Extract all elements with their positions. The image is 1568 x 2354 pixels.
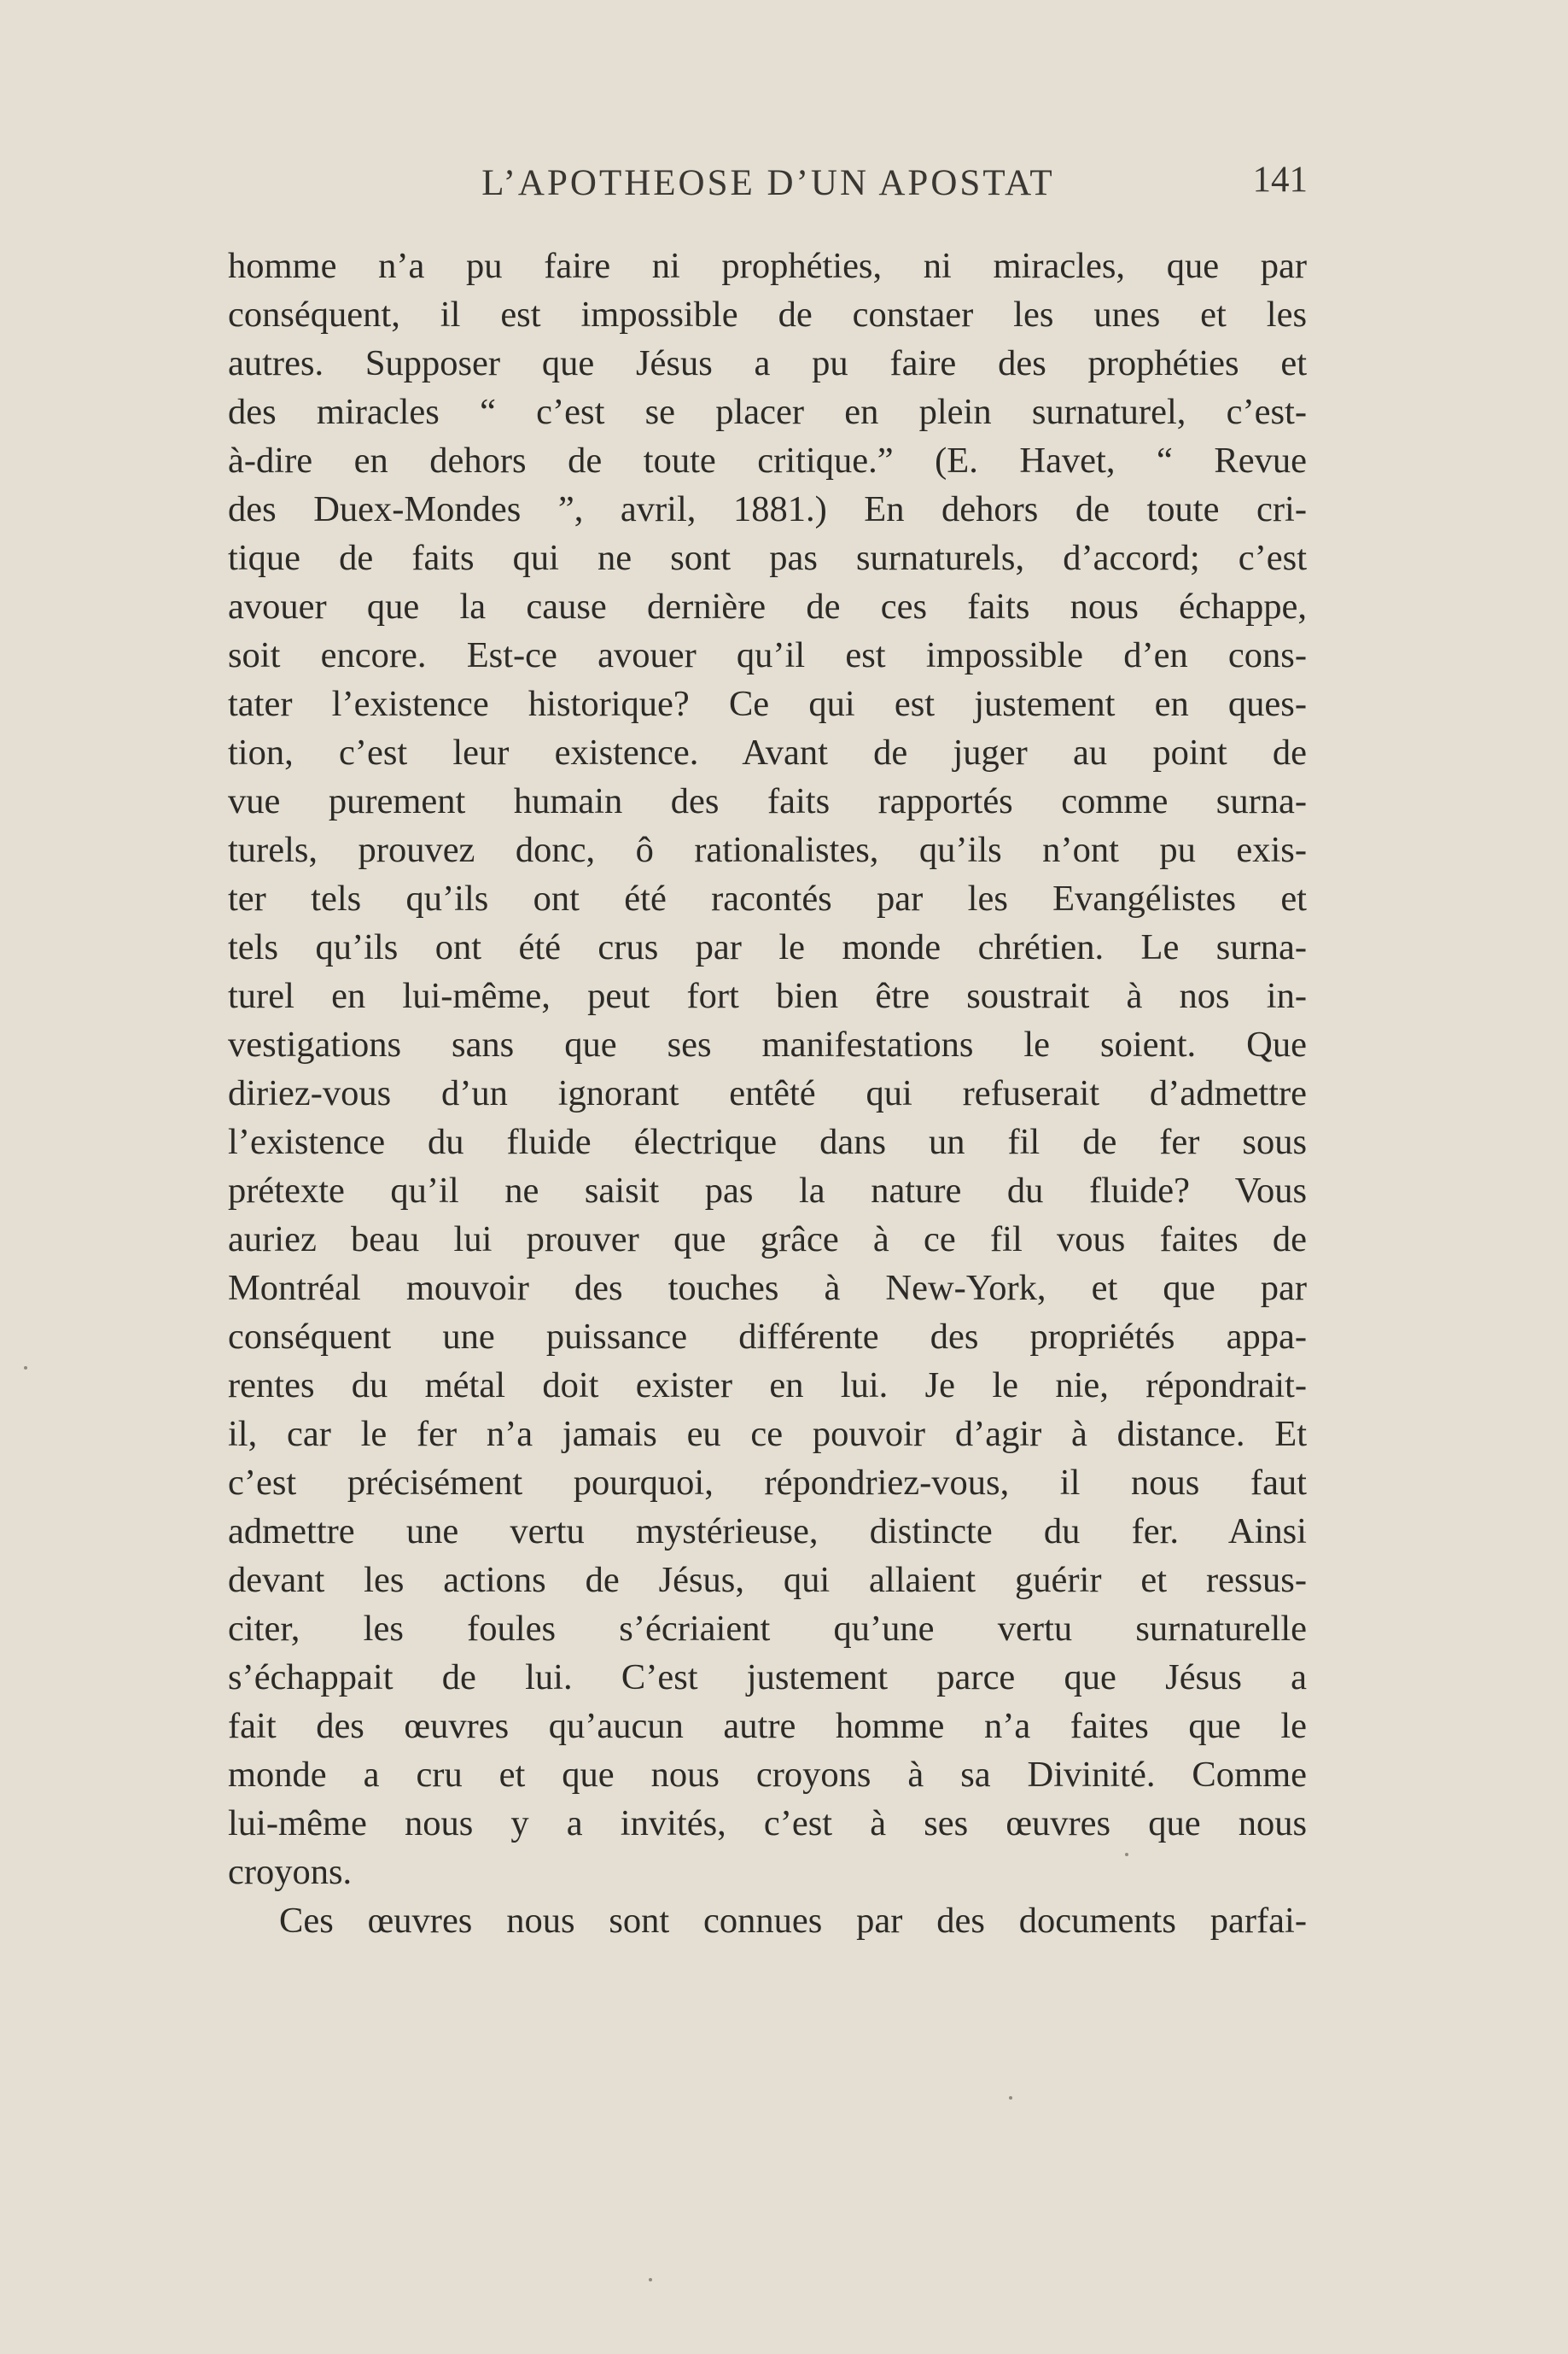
text-line: tater l’existence historique? Ce qui est justement en ques- (228, 684, 1307, 724)
text-line: conséquent une puissance différente des propriétés appa- (228, 1317, 1307, 1357)
text-line: tels qu’ils ont été crus par le monde chrétien. Le surna- (228, 927, 1307, 967)
text-line: turel en lui-même, peut fort bien être soustrait à nos in- (228, 976, 1307, 1016)
text-line: c’est précisément pourquoi, répondriez-vous, il nous faut (228, 1463, 1307, 1503)
text-line: citer, les foules s’écriaient qu’une vertu surnaturelle (228, 1609, 1307, 1649)
text-line: Montréal mouvoir des touches à New-York, et que par (228, 1268, 1307, 1308)
text-line: des Duex-Mondes ”, avril, 1881.) En dehors de toute cri- (228, 489, 1307, 529)
text-line: avouer que la cause dernière de ces faits nous échappe, (228, 587, 1307, 627)
text-line: ter tels qu’ils ont été racontés par les Evangélistes et (228, 879, 1307, 919)
text-line: monde a cru et que nous croyons à sa Divinité. Comme (228, 1755, 1307, 1795)
text-line: autres. Supposer que Jésus a pu faire des prophéties et (228, 343, 1307, 383)
text-line: homme n’a pu faire ni prophéties, ni miracles, que par (228, 246, 1307, 286)
text-line: s’échappait de lui. C’est justement parce que Jésus a (228, 1657, 1307, 1697)
text-line: devant les actions de Jésus, qui allaient guérir et ressus- (228, 1560, 1307, 1600)
text-line: tion, c’est leur existence. Avant de juger au point de (228, 733, 1307, 773)
text-line: prétexte qu’il ne saisit pas la nature du fluide? Vous (228, 1171, 1307, 1211)
text-line: fait des œuvres qu’aucun autre homme n’a faites que le (228, 1706, 1307, 1746)
paragraph-start-line: Ces œuvres nous sont connues par des documents parfai- (279, 1901, 1307, 1941)
text-line: diriez-vous d’un ignorant entêté qui refuserait d’admettre (228, 1073, 1307, 1113)
paper-speck (24, 1366, 27, 1370)
text-line: lui-même nous y a invités, c’est à ses œuvres que nous (228, 1803, 1307, 1843)
text-line: des miracles “ c’est se placer en plein surnaturel, c’est- (228, 392, 1307, 432)
paper-speck (1009, 2096, 1012, 2100)
page-number: 141 (1252, 160, 1308, 200)
text-line: tique de faits qui ne sont pas surnaturels, d’accord; c’est (228, 538, 1307, 578)
text-line: auriez beau lui prouver que grâce à ce fil vous faites de (228, 1219, 1307, 1259)
body-text (228, 242, 1307, 1945)
running-title: L’APOTHEOSE D’UN APOSTAT (481, 163, 1055, 203)
paragraph-end-line: croyons. (228, 1852, 353, 1892)
text-line: turels, prouvez donc, ô rationalistes, qu’ils n’ont pu exis- (228, 830, 1307, 870)
text-line: soit encore. Est-ce avouer qu’il est impossible d’en cons- (228, 635, 1307, 675)
text-line: à-dire en dehors de toute critique.” (E. Havet, “ Revue (228, 441, 1307, 481)
text-line: conséquent, il est impossible de constaer les unes et les (228, 295, 1307, 335)
text-line: admettre une vertu mystérieuse, distincte du fer. Ainsi (228, 1511, 1307, 1551)
text-line: rentes du métal doit exister en lui. Je le nie, répondrait- (228, 1365, 1307, 1405)
paper-speck (1125, 1853, 1128, 1856)
text-line: il, car le fer n’a jamais eu ce pouvoir d’agir à distance. Et (228, 1414, 1307, 1454)
text-line: l’existence du fluide électrique dans un fil de fer sous (228, 1122, 1307, 1162)
text-line: vue purement humain des faits rapportés comme surna- (228, 781, 1307, 821)
paper-speck (649, 2278, 652, 2281)
text-line: vestigations sans que ses manifestations le soient. Que (228, 1025, 1307, 1065)
